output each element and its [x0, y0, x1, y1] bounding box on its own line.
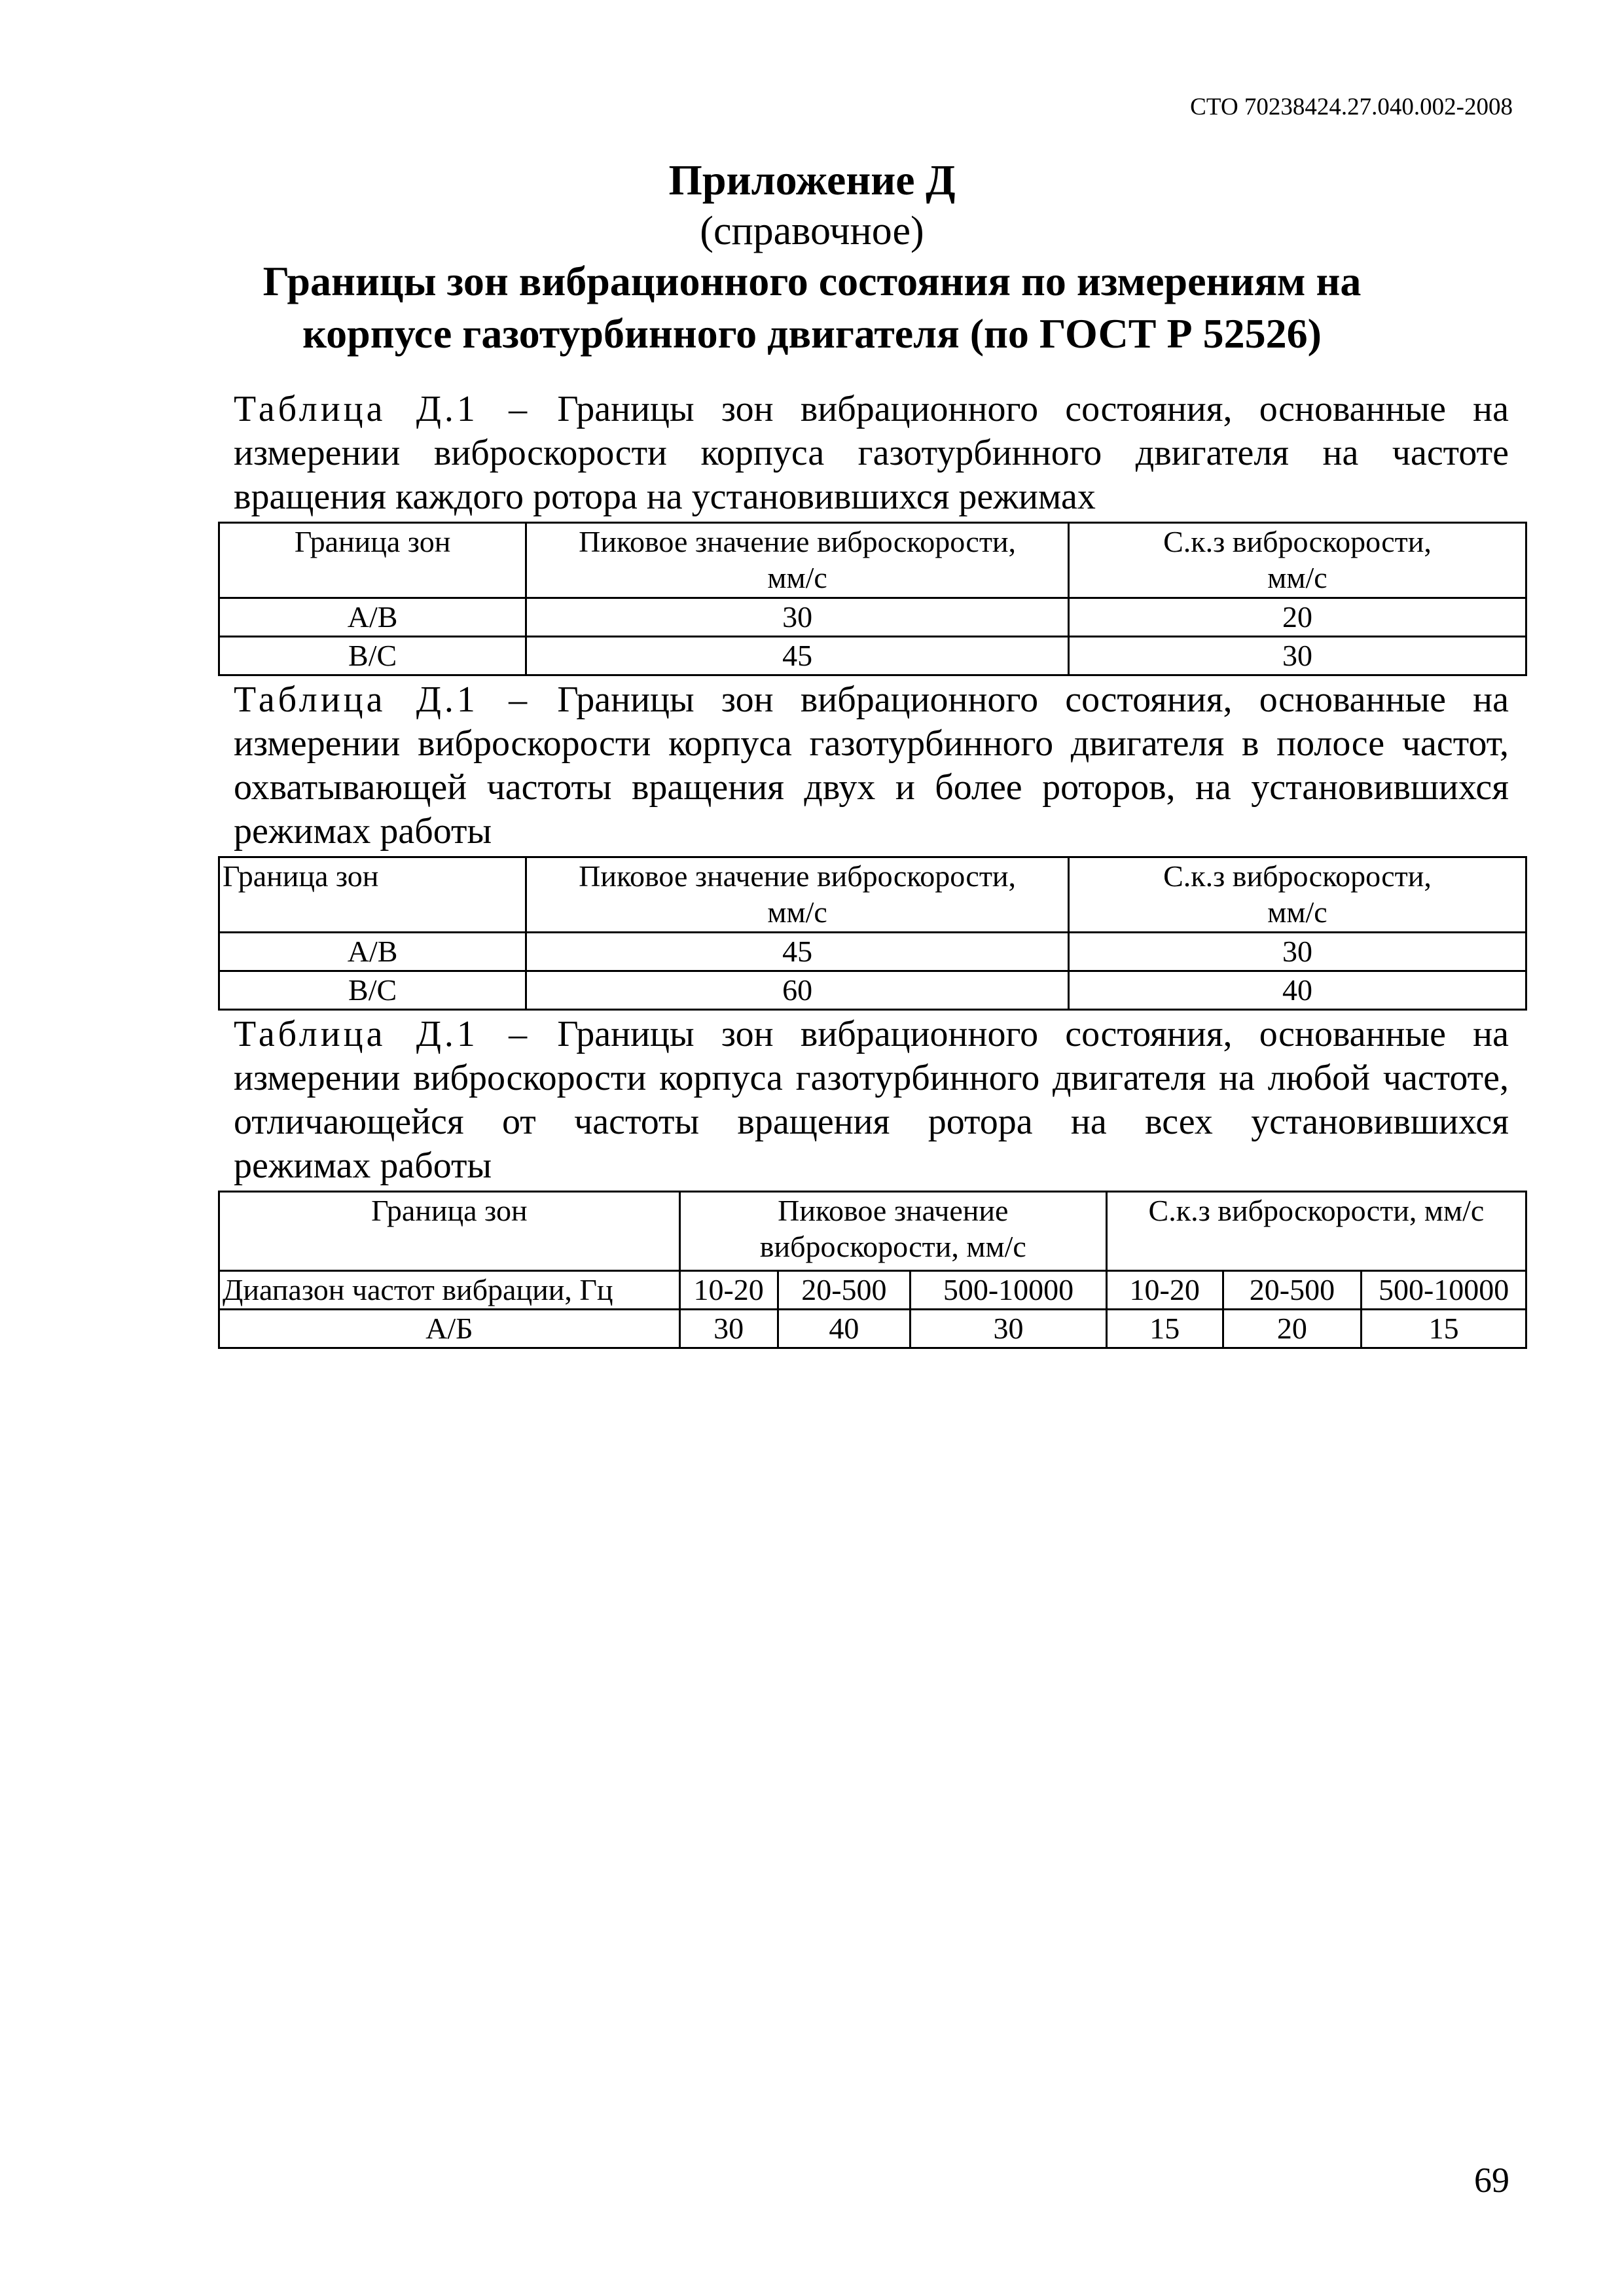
document-code: СТО 70238424.27.040.002-2008 — [1190, 94, 1513, 120]
table2-caption-last: режимах работы — [234, 811, 492, 852]
table3-caption-prefix: Таблица Д.1 – — [234, 1014, 531, 1054]
table-cell: А/В — [219, 933, 526, 971]
table1-header-cell: Пиковое значение виброскорости, мм/с — [526, 523, 1069, 598]
table-cell: В/С — [219, 971, 526, 1010]
table1-caption-last: вращения каждого ротора на установившихся режимах — [234, 476, 1096, 517]
table1-caption-body: Границы зон вибрационного состояния, основанные на измерении виброскорости корпуса газотурбинного двигателя на частоте — [234, 389, 1509, 473]
table3 — [218, 1191, 1527, 1349]
table-cell: 10-20 — [679, 1271, 778, 1310]
table1-header-row — [219, 523, 1526, 598]
page-title-line-2: корпусе газотурбинного двигателя (по ГОСТ Р 52526) — [302, 310, 1322, 357]
table-cell: 30 — [526, 598, 1069, 637]
table-cell: 45 — [526, 637, 1069, 675]
table-row — [219, 637, 1526, 675]
table-cell: 20-500 — [1223, 1271, 1362, 1310]
table3-caption-last: режимах работы — [234, 1145, 492, 1186]
table2-caption — [234, 678, 1509, 853]
table-cell: 10-20 — [1106, 1271, 1223, 1310]
table-cell: Диапазон частот вибрации, Гц — [219, 1271, 680, 1310]
table2-header-row — [219, 857, 1526, 933]
table-cell: А/Б — [219, 1310, 680, 1348]
table-row — [219, 598, 1526, 637]
table-row — [219, 933, 1526, 971]
table-row — [219, 1310, 1526, 1348]
table-cell: 30 — [1068, 637, 1526, 675]
table-cell: 500-10000 — [911, 1271, 1107, 1310]
table-cell: 45 — [526, 933, 1069, 971]
table-cell: 60 — [526, 971, 1069, 1010]
table-cell: 20 — [1223, 1310, 1362, 1348]
table-cell: 40 — [778, 1310, 911, 1348]
table2-header-cell: Пиковое значение виброскорости, мм/с — [526, 857, 1069, 933]
table3-caption-body: Границы зон вибрационного состояния, основанные на измерении виброскорости корпуса газотурбинного двигателя на любой частоте, отличающейся от частоты вращения ротора на всех установившихся — [234, 1014, 1509, 1142]
appendix-kind: (справочное) — [700, 209, 924, 253]
appendix-title: Приложение Д — [668, 156, 956, 204]
table-cell: 30 — [911, 1310, 1107, 1348]
table3-header-cell: С.к.з виброскорости, мм/с — [1106, 1192, 1526, 1271]
table1-caption-prefix: Таблица Д.1 – — [234, 389, 531, 429]
table-cell: 500-10000 — [1362, 1271, 1526, 1310]
table2-header-cell: С.к.з виброскорости, мм/с — [1068, 857, 1526, 933]
page-title-line-1: Границы зон вибрационного состояния по измерениям на — [262, 258, 1362, 304]
table3-frequency-row — [219, 1271, 1526, 1310]
table3-header-row — [219, 1192, 1526, 1271]
table-cell: 20-500 — [778, 1271, 911, 1310]
table2 — [218, 856, 1527, 1011]
table3-header-cell: Граница зон — [219, 1192, 680, 1271]
table-cell: А/В — [219, 598, 526, 637]
table2-caption-prefix: Таблица Д.1 – — [234, 679, 531, 720]
table2-header-cell: Граница зон — [219, 857, 526, 933]
page-number: 69 — [1474, 2161, 1509, 2200]
table1-caption — [234, 387, 1509, 519]
table1 — [218, 522, 1527, 676]
table2-caption-body: Границы зон вибрационного состояния, основанные на измерении виброскорости корпуса газотурбинного двигателя в полосе частот, охватывающей частоты вращения двух и более роторов, на установившихся — [234, 679, 1509, 808]
table-cell: 15 — [1362, 1310, 1526, 1348]
page-title — [0, 255, 1624, 360]
table-cell: 40 — [1068, 971, 1526, 1010]
table1-header-cell: С.к.з виброскорости, мм/с — [1068, 523, 1526, 598]
table3-header-cell: Пиковое значение виброскорости, мм/с — [679, 1192, 1106, 1271]
table-cell: 30 — [1068, 933, 1526, 971]
table-cell: 30 — [679, 1310, 778, 1348]
table-row — [219, 971, 1526, 1010]
table1-header-cell: Граница зон — [219, 523, 526, 598]
table-cell: 20 — [1068, 598, 1526, 637]
table-cell: 15 — [1106, 1310, 1223, 1348]
table3-caption — [234, 1013, 1509, 1188]
table-cell: В/С — [219, 637, 526, 675]
